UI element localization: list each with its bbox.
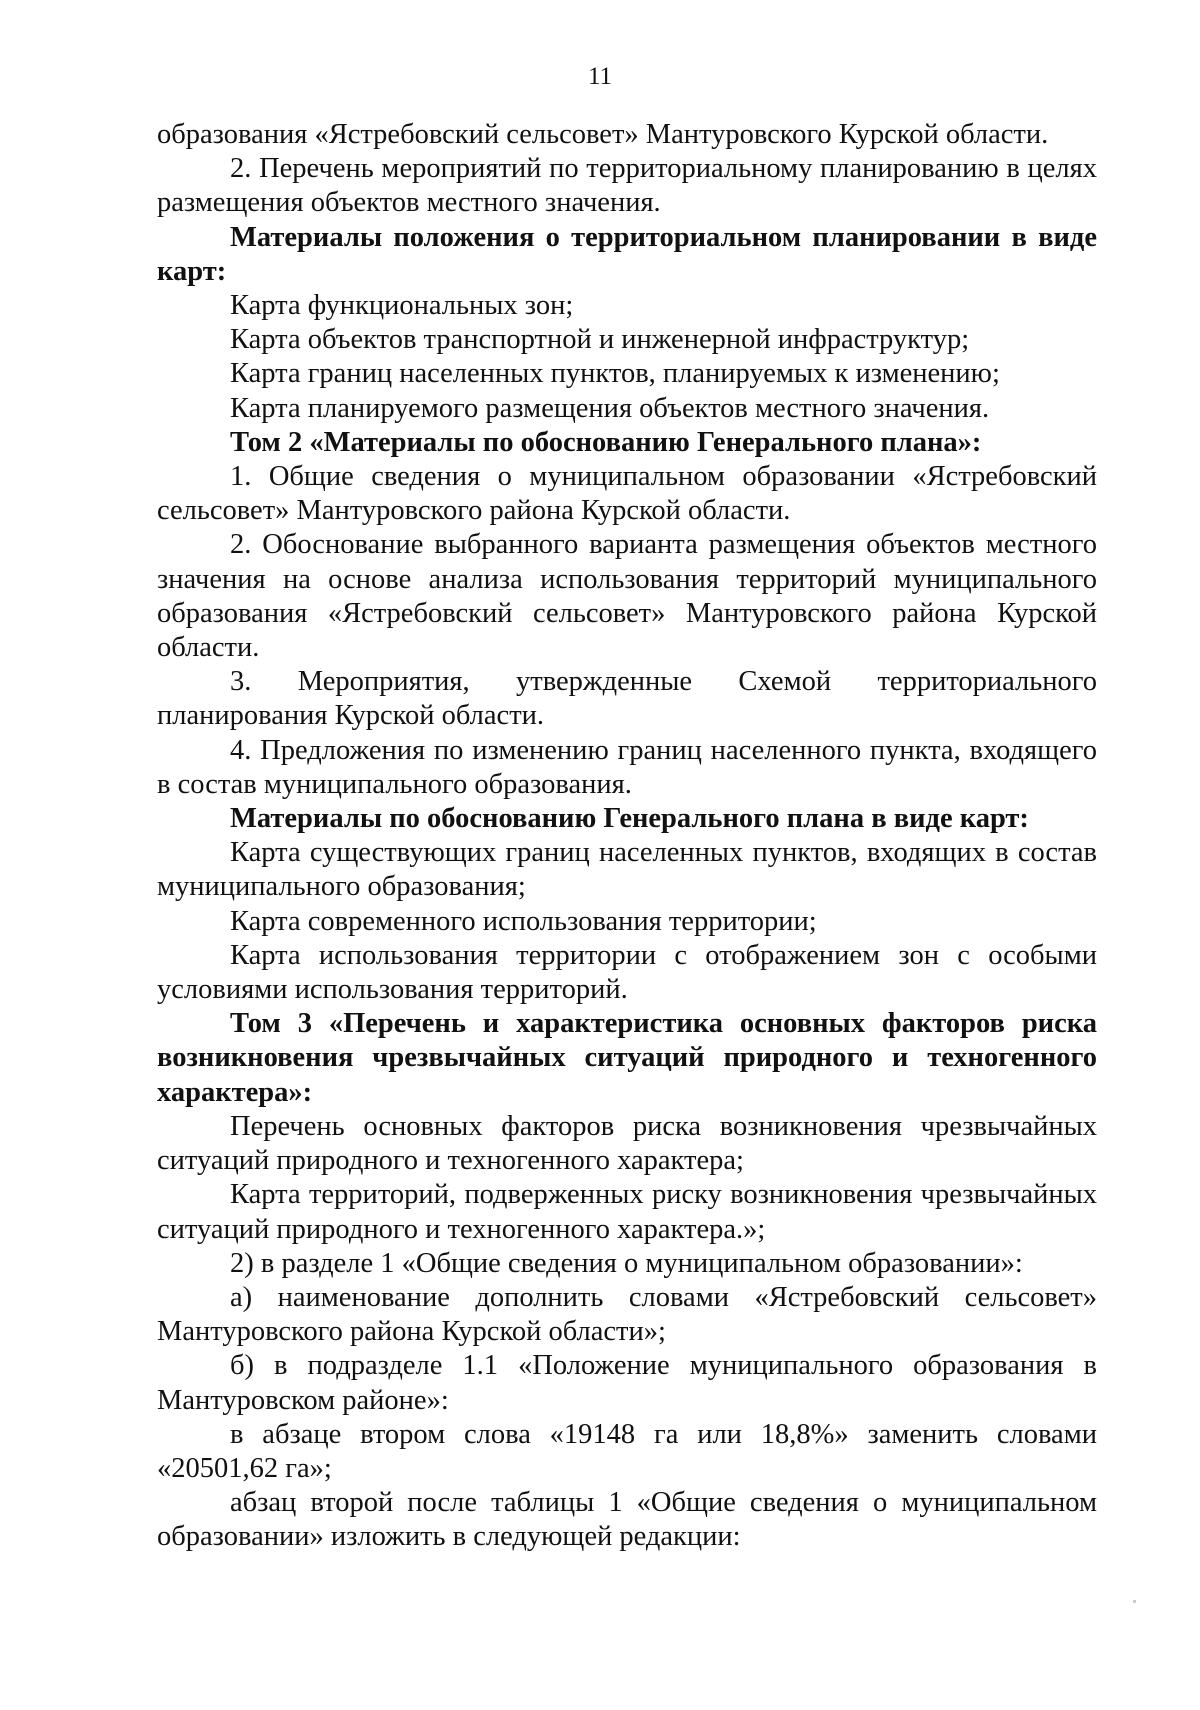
map-item: Карта объектов транспортной и инженерной инфраструктур; [230, 324, 970, 356]
list-item: 4. Предложения по изменению границ населенного пункта, входящего в состав муниципального образования. [157, 734, 1097, 800]
map-item: Карта существующих границ населенных пунктов, входящих в состав муниципального образования; [157, 837, 1097, 903]
map-item: Карта функциональных зон; [230, 290, 574, 322]
list-item: 3. Мероприятия, утвержденные Схемой территориального планирования Курской области. [157, 666, 1097, 732]
map-item: Карта использования территории с отображением зон с особыми условиями использования территорий. [157, 939, 1097, 1006]
list-item: 2. Обоснование выбранного варианта размещения объектов местного значения на основе анализа использования территорий муниципального образования «Ястребовский сельсовет» Мантуровского района Курской области. [157, 529, 1097, 664]
amendment-item: в абзаце втором слова «19148 га или 18,8%» заменить словами «20501,62 га»; [157, 1418, 1097, 1484]
map-item: Карта планируемого размещения объектов местного значения. [230, 392, 990, 424]
volume-2-heading: Том 2 «Материалы по обоснованию Генерального плана»: [230, 426, 982, 458]
paragraph-continuation: образования «Ястребовский сельсовет» Мантуровского Курской области. [157, 119, 1049, 150]
amendment-item: б) в подразделе 1.1 «Положение муниципального образования в Мантуровском районе»: [157, 1350, 1097, 1416]
volume-3-heading: Том 3 «Перечень и характеристика основных факторов риска возникновения чрезвычайных ситуаций природного и техногенного характера»: [157, 1008, 1097, 1108]
scan-speck [1133, 1600, 1136, 1603]
section-heading-maps: Материалы положения о территориальном планировании в виде карт: [157, 221, 1097, 287]
list-item: Карта территорий, подверженных риску возникновения чрезвычайных ситуаций природного и техногенного характера.»; [157, 1179, 1097, 1245]
list-item-measures: 2. Перечень мероприятий по территориальному планированию в целях размещения объектов местного значения. [157, 153, 1097, 219]
amendment-item: а) наименование дополнить словами «Ястребовский сельсовет» Мантуровского района Курской области»; [157, 1281, 1097, 1348]
map-item: Карта границ населенных пунктов, планируемых к изменению; [230, 358, 1000, 390]
section-heading-justification-maps: Материалы по обоснованию Генерального плана в виде карт: [230, 803, 1029, 835]
page-number: 11 [587, 63, 613, 90]
amendment-item: абзац второй после таблицы 1 «Общие сведения о муниципальном образовании» изложить в следующей редакции: [157, 1487, 1097, 1553]
amendment-item: 2) в разделе 1 «Общие сведения о муниципальном образовании»: [230, 1247, 1023, 1279]
document-body [157, 118, 1097, 1555]
list-item: Перечень основных факторов риска возникновения чрезвычайных ситуаций природного и техногенного характера; [157, 1110, 1097, 1177]
list-item: 1. Общие сведения о муниципальном образовании «Ястребовский сельсовет» Мантуровского района Курской области. [157, 461, 1097, 527]
map-item: Карта современного использования территории; [230, 905, 817, 937]
